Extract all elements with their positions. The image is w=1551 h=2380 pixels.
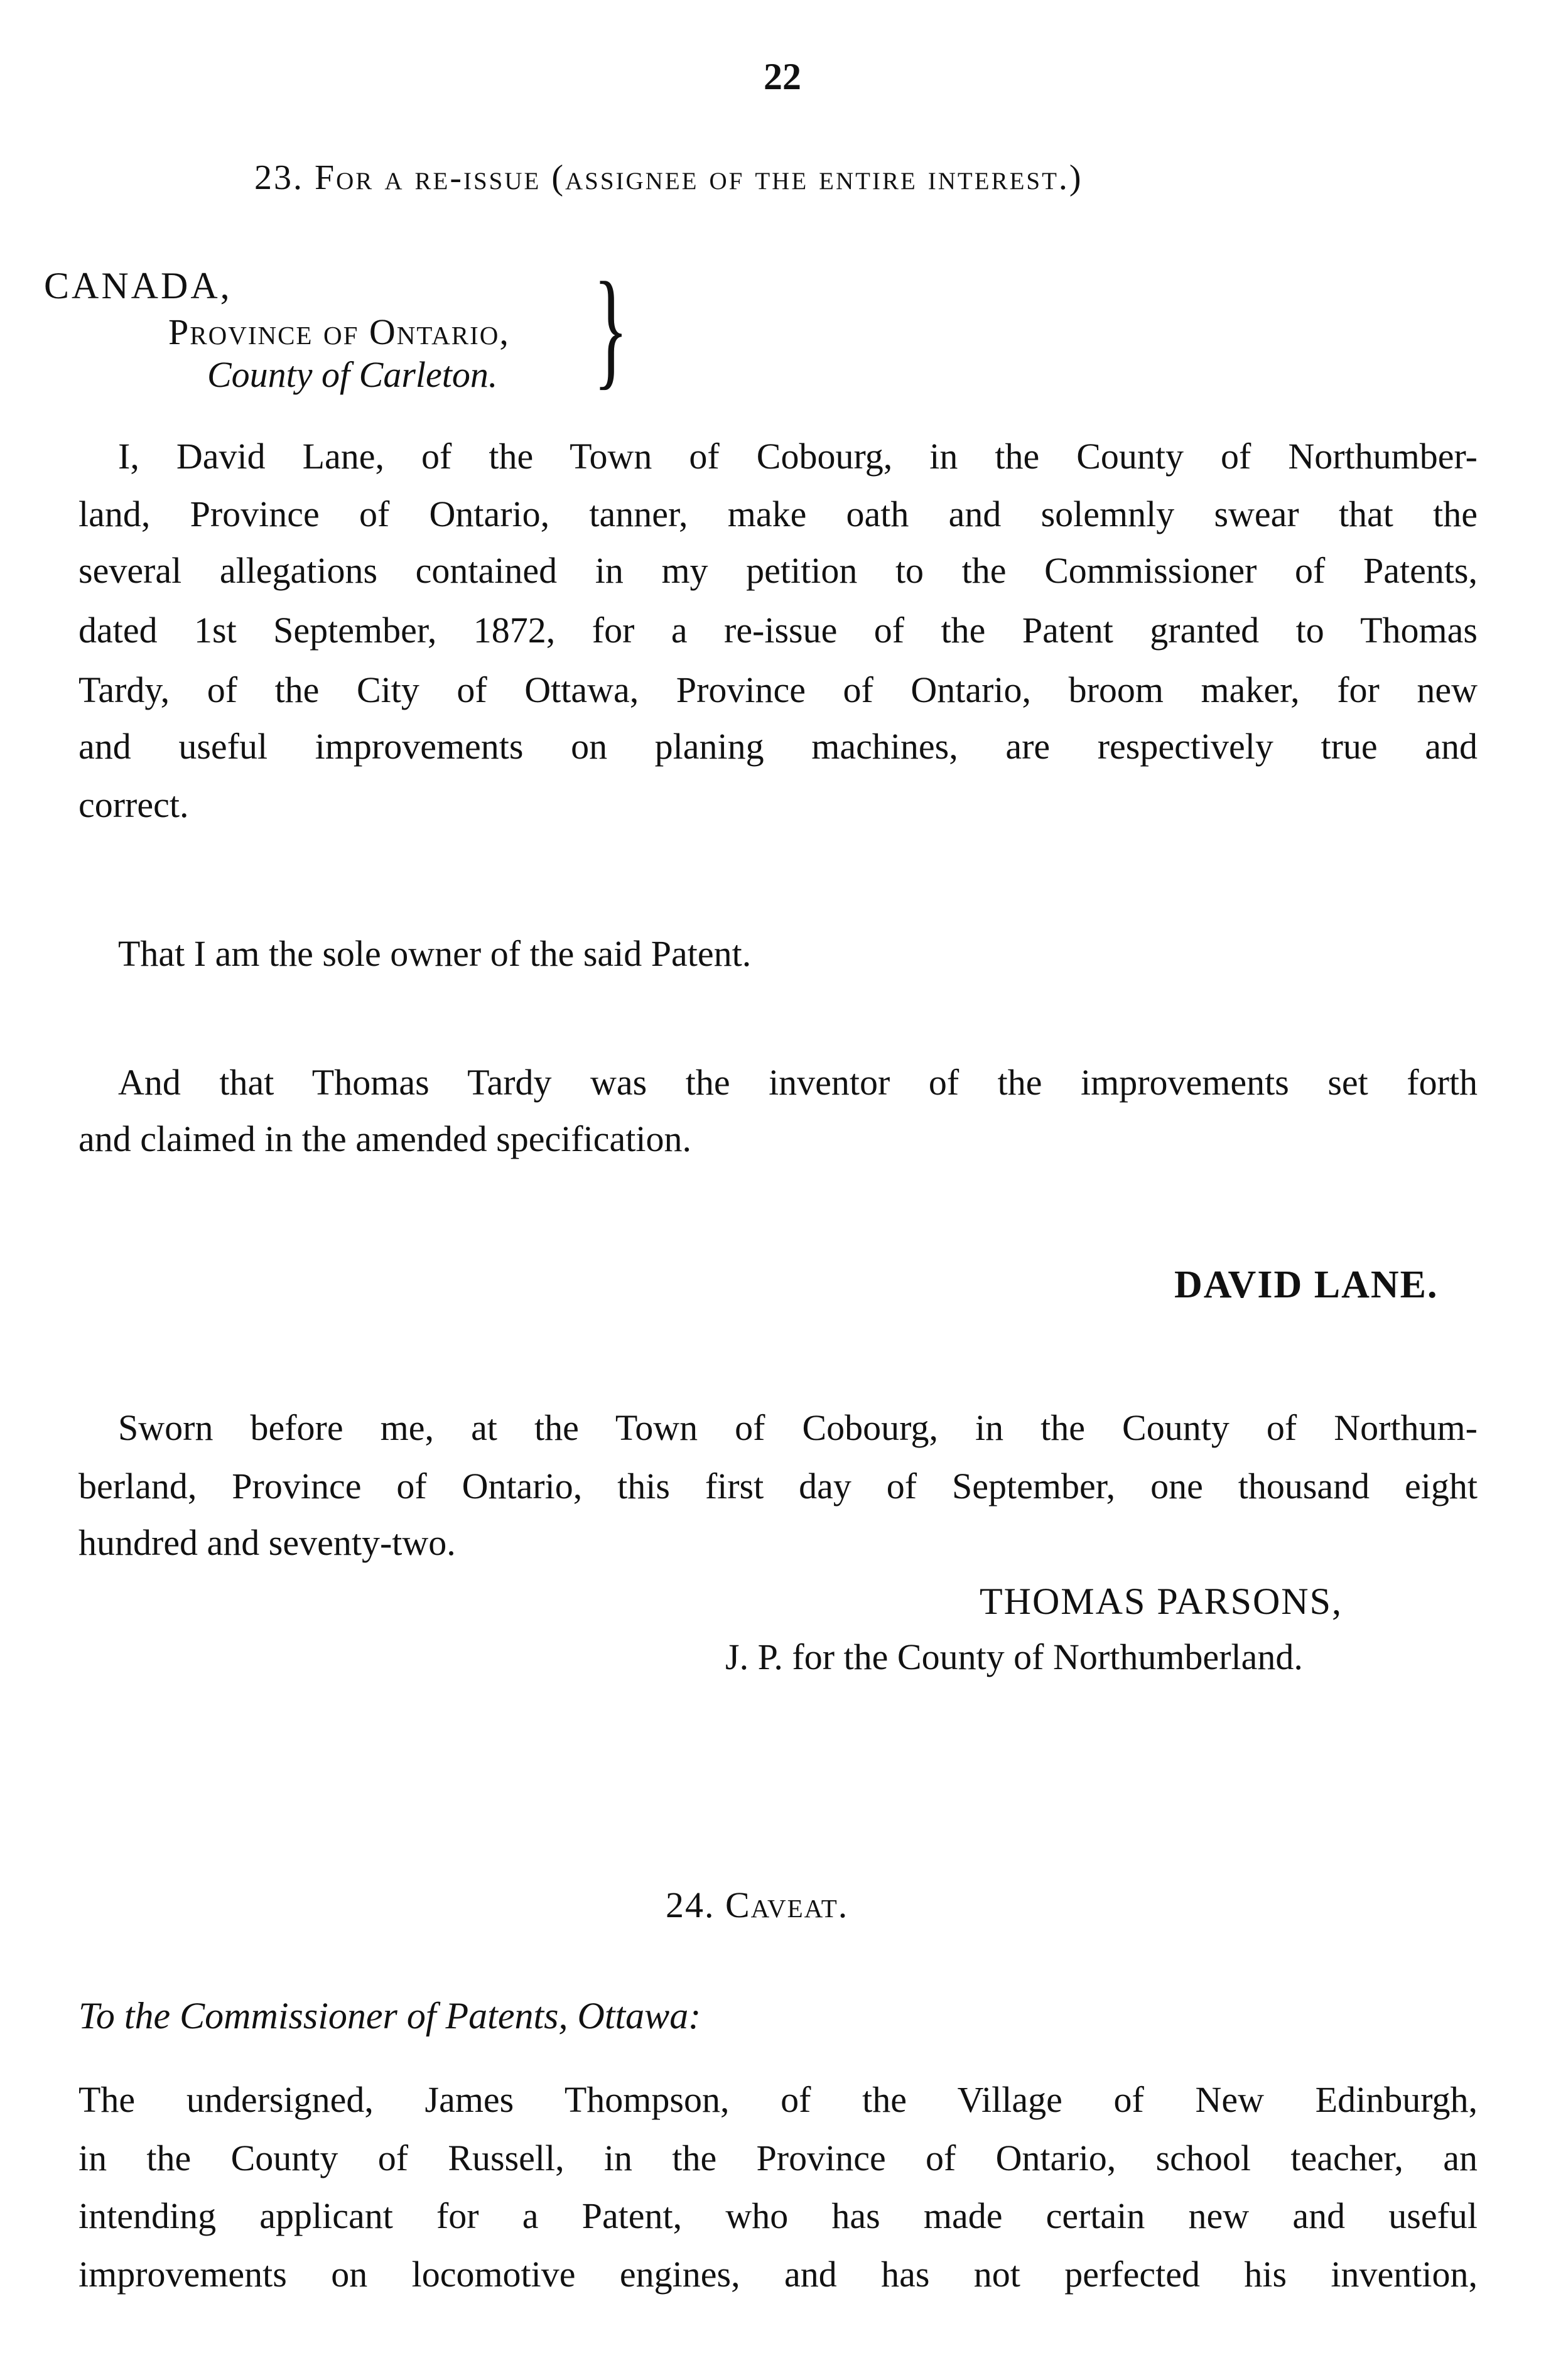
- jp-name: THOMAS PARSONS,: [980, 1581, 1343, 1622]
- caveat-addressee: To the Commissioner of Patents, Ottawa:: [78, 1995, 701, 2037]
- venue-county: County of Carleton.: [207, 354, 498, 395]
- affidavit-line: I, David Lane, of the Town of Cobourg, in the County of Northumber-: [118, 436, 1478, 477]
- inventor-statement-line: and claimed in the amended specification.: [78, 1118, 691, 1159]
- venue-brace: }: [593, 256, 629, 401]
- affidavit-line: dated 1st September, 1872, for a re-issue of the Patent granted to Thomas: [78, 610, 1478, 651]
- venue-province: Province of Ontario,: [168, 311, 510, 352]
- affidavit-line: Tardy, of the City of Ottawa, Province of Ontario, broom maker, for new: [78, 669, 1478, 710]
- jp-title: J. P. for the County of Northumberland.: [725, 1636, 1303, 1677]
- caveat-line: The undersigned, James Thompson, of the Village of New Edinburgh,: [78, 2079, 1478, 2120]
- sole-owner-statement: That I am the sole owner of the said Patent.: [118, 933, 752, 974]
- inventor-statement-line: And that Thomas Tardy was the inventor of the improvements set forth: [118, 1062, 1478, 1103]
- affidavit-line: correct.: [78, 784, 189, 825]
- caveat-line: in the County of Russell, in the Province of Ontario, school teacher, an: [78, 2138, 1478, 2178]
- venue-country: CANADA,: [44, 265, 232, 306]
- affidavit-line: land, Province of Ontario, tanner, make oath and solemnly swear that the: [78, 494, 1478, 534]
- page-number: 22: [764, 56, 801, 97]
- affidavit-line: several allegations contained in my petition to the Commissioner of Patents,: [78, 550, 1478, 591]
- section-23-heading: 23. For a re-issue (assignee of the entire interest.): [254, 158, 1083, 197]
- affidavit-line: and useful improvements on planing machines, are respectively true and: [78, 726, 1478, 767]
- affiant-signature: DAVID LANE.: [1174, 1263, 1439, 1306]
- jurat-line: Sworn before me, at the Town of Cobourg, in the County of Northum-: [118, 1407, 1478, 1448]
- caveat-line: improvements on locomotive engines, and has not perfected his invention,: [78, 2254, 1478, 2295]
- jurat-line: berland, Province of Ontario, this first day of September, one thousand eight: [78, 1466, 1478, 1506]
- caveat-line: intending applicant for a Patent, who has made certain new and useful: [78, 2195, 1478, 2236]
- section-24-heading: 24. Caveat.: [666, 1885, 849, 1925]
- jurat-line: hundred and seventy-two.: [78, 1522, 456, 1563]
